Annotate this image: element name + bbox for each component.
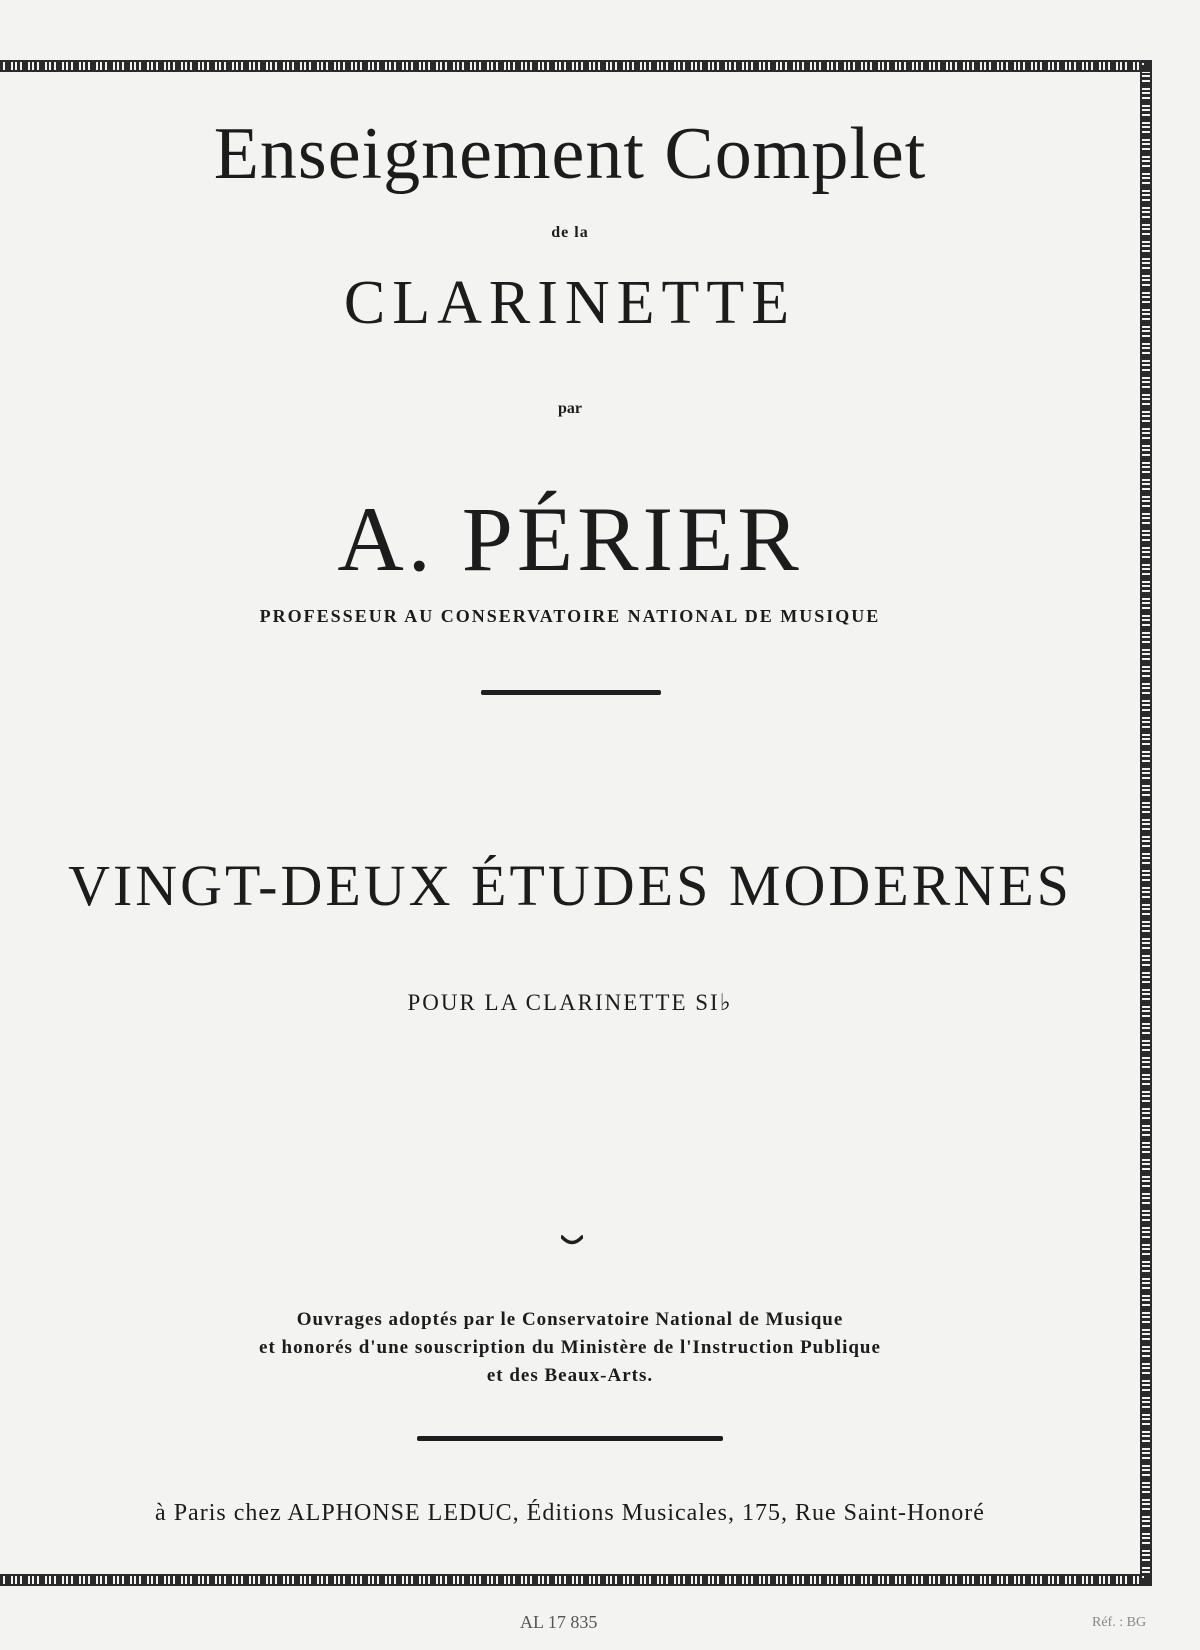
divider-rule-top (481, 690, 661, 695)
ornamental-border-right (1140, 60, 1152, 1586)
work-title: VINGT-DEUX ÉTUDES MODERNES (68, 853, 1072, 918)
notice-line-1: Ouvrages adoptés par le Conservatoire National de Musique (296, 1309, 844, 1330)
author-role: PROFESSEUR AU CONSERVATOIRE NATIONAL DE MUSIQUE (259, 606, 881, 626)
series-title: Enseignement Complet (213, 113, 927, 195)
plate-number: AL 17 835 (520, 1612, 598, 1632)
ornamental-border-bottom (0, 1574, 1152, 1586)
author-name: A. PÉRIER (337, 488, 803, 590)
ornamental-border-top (0, 60, 1152, 72)
instrument-title: CLARINETTE (343, 269, 797, 337)
notice-block (0, 1306, 1140, 1390)
ornament-icon (561, 1234, 583, 1246)
notice-line-3: et des Beaux-Arts. (486, 1365, 654, 1386)
notice-line-2: et honorés d'une souscription du Ministère de l'Instruction Publique (259, 1337, 881, 1358)
par-text: par (558, 400, 582, 417)
de-la-text: de la (551, 224, 589, 241)
reference-code: Réf. : BG (1092, 1615, 1147, 1630)
publisher-line: à Paris chez ALPHONSE LEDUC, Éditions Musicales, 175, Rue Saint-Honoré (155, 1500, 985, 1526)
work-subtitle: POUR LA CLARINETTE SI♭ (407, 990, 733, 1015)
divider-rule-bottom (417, 1436, 723, 1441)
